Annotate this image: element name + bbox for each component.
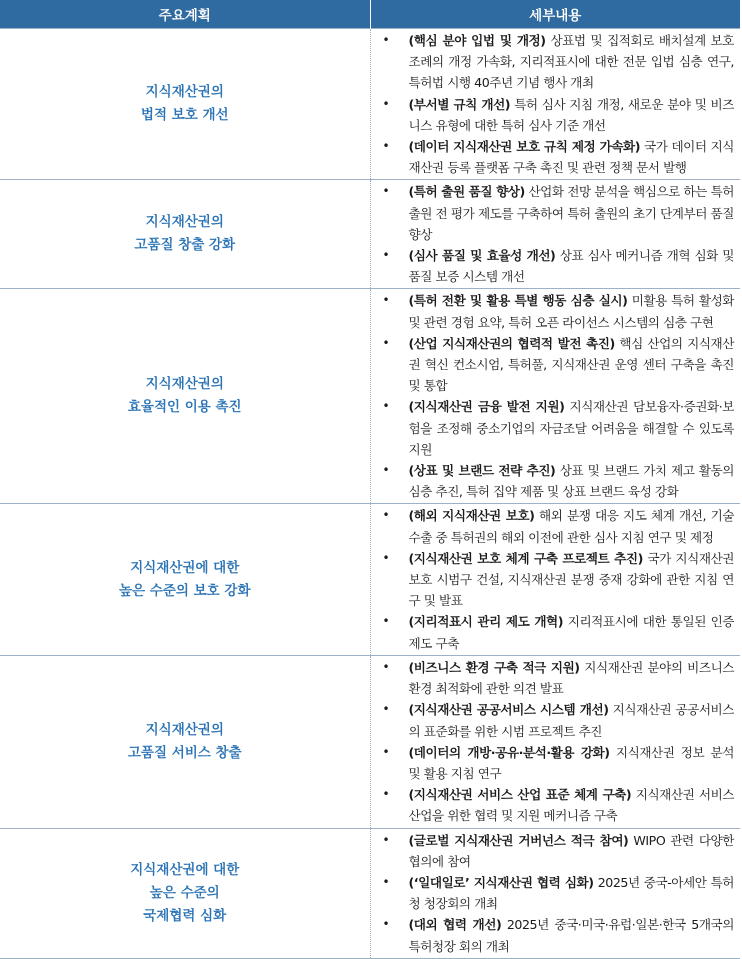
table-row bbox=[0, 655, 740, 828]
detail-list bbox=[381, 181, 735, 287]
bullet-icon: • bbox=[382, 33, 390, 47]
detail-item bbox=[381, 784, 735, 826]
table-row bbox=[0, 29, 740, 180]
detail-text: 상표 및 브랜드 가치 제고 활동의 심층 추진, 특허 집약 제품 및 상표 브랜드 육성 강화 bbox=[408, 463, 734, 500]
detail-text: 특허 심사 지침 개정, 새로운 분야 및 비즈니스 유형에 대한 특허 심사 기준 개선 bbox=[408, 96, 734, 133]
detail-text: 산업화 전망 분석을 핵심으로 하는 특허 출원 전 평가 제도를 구축하여 특허 출원의 초기 단계부터 품질 향상 bbox=[408, 184, 734, 242]
detail-text: 2025년 중국-아세안 특허청 청장회의 개최 bbox=[408, 874, 734, 912]
detail-heading: (지식재산권 금융 발전 지원) bbox=[408, 399, 565, 415]
detail-text: 지식재산권 서비스 산업을 위한 협력 및 지원 메커니즘 구축 bbox=[408, 787, 734, 824]
plan-category: 지식재산권에 대한 높은 수준의 국제협력 심화 bbox=[0, 828, 370, 958]
detail-item bbox=[381, 460, 735, 502]
detail-heading: (지식재산권 보호 체계 구축 프로젝트 추진) bbox=[408, 550, 643, 566]
bullet-icon: • bbox=[382, 184, 390, 199]
detail-heading: (비즈니스 환경 구축 적극 지원) bbox=[408, 659, 580, 675]
bullet-icon: • bbox=[382, 787, 390, 802]
plan-category: 지식재산권의 고품질 창출 강화 bbox=[0, 180, 370, 289]
bullet-icon: • bbox=[382, 917, 390, 932]
detail-text: 지리적표시에 대한 통일된 인증 제도 구축 bbox=[408, 614, 735, 651]
detail-heading: (부서별 규칙 개선) bbox=[408, 96, 511, 112]
detail-item bbox=[381, 30, 735, 94]
detail-item bbox=[381, 136, 735, 178]
plan-category: 지식재산권의 고품질 서비스 창출 bbox=[0, 655, 370, 828]
detail-item bbox=[381, 333, 735, 397]
plan-details bbox=[370, 29, 740, 180]
table-row bbox=[0, 504, 740, 655]
detail-heading: (글로벌 지식재산권 거버넌스 적극 참여) bbox=[408, 832, 629, 848]
detail-heading: (지식재산권 서비스 산업 표준 체계 구축) bbox=[408, 787, 632, 803]
detail-item bbox=[381, 830, 735, 872]
detail-text: 상표 심사 메커니즘 개혁 심화 및 품질 보증 시스템 개선 bbox=[408, 248, 734, 285]
detail-list bbox=[381, 505, 735, 653]
plan-category: 지식재산권의 법적 보호 개선 bbox=[0, 29, 370, 180]
plan-details bbox=[370, 655, 740, 828]
detail-text: 상표법 및 집적회로 배치설계 보호 조례의 개정 가속화, 지리적표시에 대한 전문 입법 심층 연구, 특허법 시행 40주년 기념 행사 개최 bbox=[408, 33, 734, 91]
detail-list bbox=[381, 657, 735, 827]
bullet-icon: • bbox=[382, 508, 390, 523]
detail-text: WIPO 관련 다양한 협의에 참여 bbox=[408, 832, 734, 869]
detail-item bbox=[381, 548, 735, 612]
detail-heading: (핵심 분야 입법 및 개정) bbox=[408, 33, 546, 48]
detail-text: 지식재산권 정보 분석 및 활용 지침 연구 bbox=[408, 744, 734, 781]
table-row bbox=[0, 180, 740, 289]
detail-text: 국가 데이터 지식재산권 등록 플랫폼 구축 촉진 및 관련 정책 문서 발행 bbox=[408, 139, 734, 176]
detail-list bbox=[381, 30, 735, 178]
bullet-icon: • bbox=[382, 293, 390, 308]
detail-item bbox=[381, 245, 735, 287]
table-row bbox=[0, 828, 740, 958]
bullet-icon: • bbox=[382, 659, 390, 674]
detail-heading: (산업 지식재산권의 협력적 발전 촉진) bbox=[408, 335, 615, 351]
detail-heading: (특허 출원 품질 향상) bbox=[408, 184, 525, 200]
bullet-icon: • bbox=[382, 832, 390, 847]
bullet-icon: • bbox=[382, 744, 390, 759]
detail-text: 미활용 특허 활성화 및 관련 경험 요약, 특허 오픈 라이선스 시스템의 심층 구현 bbox=[408, 293, 735, 330]
detail-item bbox=[381, 914, 735, 956]
detail-item bbox=[381, 396, 735, 460]
bullet-icon: • bbox=[382, 248, 390, 263]
detail-heading: (심사 품질 및 효율성 개선) bbox=[408, 248, 556, 264]
detail-item bbox=[381, 94, 735, 136]
detail-text: 해외 분쟁 대응 지도 체계 개선, 기술 수출 중 특허권의 해외 이전에 관한 심사 지침 연구 및 제정 bbox=[408, 508, 734, 545]
detail-heading: (지리적표시 관리 제도 개혁) bbox=[408, 614, 564, 630]
bullet-icon: • bbox=[382, 96, 390, 111]
header-details: 세부내용 bbox=[370, 0, 740, 29]
detail-heading: (해외 지식재산권 보호) bbox=[408, 508, 535, 524]
plan-category: 지식재산권에 대한 높은 수준의 보호 강화 bbox=[0, 504, 370, 655]
detail-item bbox=[381, 611, 735, 653]
detail-text: 2025년 중국·미국·유럽·일본·한국 5개국의 특허청장 회의 개최 bbox=[408, 917, 734, 954]
detail-item bbox=[381, 290, 735, 332]
table-row bbox=[0, 289, 740, 504]
header-main-plan: 주요계획 bbox=[0, 0, 370, 29]
detail-heading: (데이터의 개방·공유·분석·활용 강화) bbox=[408, 744, 610, 760]
bullet-icon: • bbox=[382, 399, 390, 414]
plan-category: 지식재산권의 효율적인 이용 촉진 bbox=[0, 289, 370, 504]
plan-details bbox=[370, 828, 740, 958]
detail-heading: (‘일대일로’ 지식재산권 협력 심화) bbox=[408, 874, 594, 890]
plan-details bbox=[370, 504, 740, 655]
plan-details bbox=[370, 289, 740, 504]
bullet-icon: • bbox=[382, 614, 390, 629]
table-body bbox=[0, 29, 740, 959]
detail-heading: (특허 전환 및 활용 특별 행동 심층 실시) bbox=[408, 293, 628, 309]
bullet-icon: • bbox=[382, 550, 390, 565]
bullet-icon: • bbox=[382, 335, 390, 350]
detail-text: 지식재산권 담보융자·증권화·보험을 조정해 중소기업의 자금조달 어려움을 해결할 수 있도록 지원 bbox=[408, 399, 734, 457]
detail-item bbox=[381, 699, 735, 741]
detail-item bbox=[381, 505, 735, 547]
detail-list bbox=[381, 830, 735, 957]
detail-text: 국가 지식재산권 보호 시범구 건설, 지식재산권 분쟁 중재 강화에 관한 지침 연구 및 발표 bbox=[408, 550, 734, 609]
detail-item bbox=[381, 657, 735, 699]
detail-heading: (상표 및 브랜드 전략 추진) bbox=[408, 463, 556, 479]
detail-text: 핵심 산업의 지식재산권 혁신 컨소시엄, 특허풀, 지식재산권 운영 센터 구축을 촉진 및 통합 bbox=[408, 335, 734, 394]
detail-heading: (데이터 지식재산권 보호 규칙 제정 가속화) bbox=[408, 139, 641, 155]
plan-details bbox=[370, 180, 740, 289]
bullet-icon: • bbox=[382, 139, 390, 154]
bullet-icon: • bbox=[382, 874, 390, 889]
table-header-row bbox=[0, 0, 740, 29]
detail-list bbox=[381, 290, 735, 502]
detail-text: 지식재산권 공공서비스의 표준화를 위한 시범 프로젝트 추진 bbox=[408, 702, 734, 739]
detail-heading: (대외 협력 개선) bbox=[408, 917, 502, 933]
bullet-icon: • bbox=[382, 702, 390, 717]
bullet-icon: • bbox=[382, 463, 390, 478]
detail-item bbox=[381, 872, 735, 914]
detail-text: 지식재산권 분야의 비즈니스 환경 최적화에 관한 의견 발표 bbox=[408, 659, 735, 697]
detail-heading: (지식재산권 공공서비스 시스템 개선) bbox=[408, 702, 609, 718]
detail-item bbox=[381, 181, 735, 245]
